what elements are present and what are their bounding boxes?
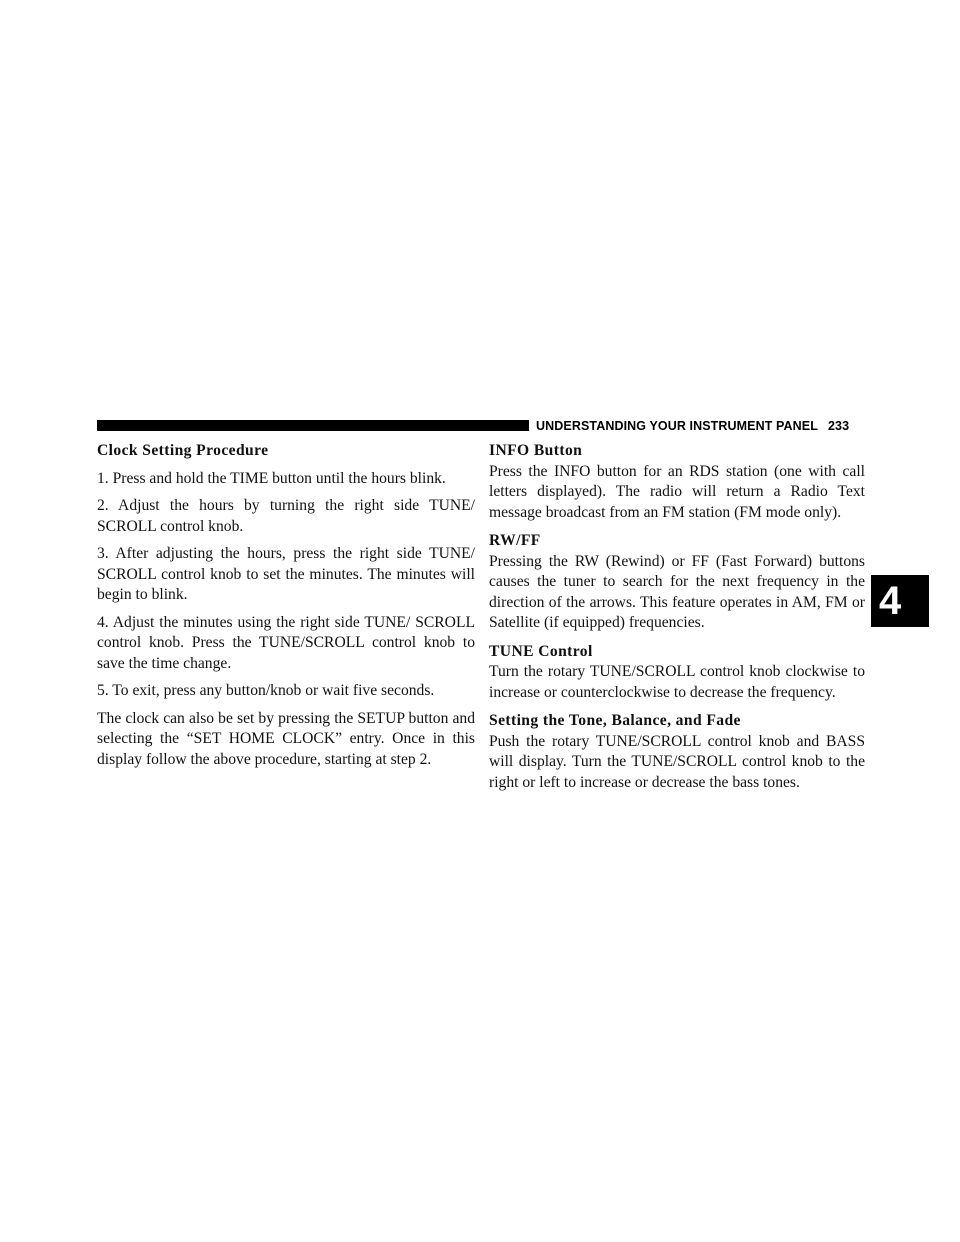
paragraph: The clock can also be set by pressing the SETUP button and selecting the “SET HOME CLOCK” entry. Once in this display follow the above procedure, starting at step 2. bbox=[97, 709, 475, 768]
section-heading: INFO Button bbox=[489, 442, 583, 459]
paragraph: Press the INFO button for an RDS station (one with call letters displayed). The radio will return a Radio Text message broadcast from an FM station (FM mode only). bbox=[489, 462, 865, 521]
section-heading: RW/FF bbox=[489, 532, 541, 549]
chapter-tab: 4 bbox=[871, 575, 929, 627]
paragraph: 2. Adjust the hours by turning the right side TUNE/ SCROLL control knob. bbox=[97, 497, 475, 535]
paragraph: Pressing the RW (Rewind) or FF (Fast Forward) buttons causes the tuner to search for the next frequency in the direction of the arrows. This feature operates in AM, FM or Satellite (if equipped) frequencies. bbox=[489, 552, 865, 631]
section-title: UNDERSTANDING YOUR INSTRUMENT PANEL bbox=[536, 419, 818, 433]
paragraph: 5. To exit, press any button/knob or wait five seconds. bbox=[97, 682, 435, 699]
left-column bbox=[97, 441, 475, 777]
paragraph: Turn the rotary TUNE/SCROLL control knob clockwise to increase or counterclockwise to decrease the frequency. bbox=[489, 663, 865, 701]
running-header bbox=[536, 419, 849, 433]
right-column bbox=[489, 441, 865, 801]
header-rule bbox=[97, 420, 529, 431]
paragraph: 3. After adjusting the hours, press the right side TUNE/ SCROLL control knob to set the minutes. The minutes will begin to blink. bbox=[97, 545, 475, 603]
section-heading: TUNE Control bbox=[489, 642, 593, 660]
section-heading: Setting the Tone, Balance, and Fade bbox=[489, 712, 741, 729]
page-number: 233 bbox=[827, 419, 850, 433]
paragraph: Push the rotary TUNE/SCROLL control knob and BASS will display. Turn the TUNE/SCROLL control knob to the right or left to increase or decrease the bass tones. bbox=[489, 732, 865, 791]
paragraph: 1. Press and hold the TIME button until the hours blink. bbox=[97, 469, 446, 487]
paragraph: 4. Adjust the minutes using the right side TUNE/ SCROLL control knob. Press the TUNE/SCROLL control knob to save the time change. bbox=[97, 613, 475, 672]
section-heading: Clock Setting Procedure bbox=[97, 442, 269, 459]
